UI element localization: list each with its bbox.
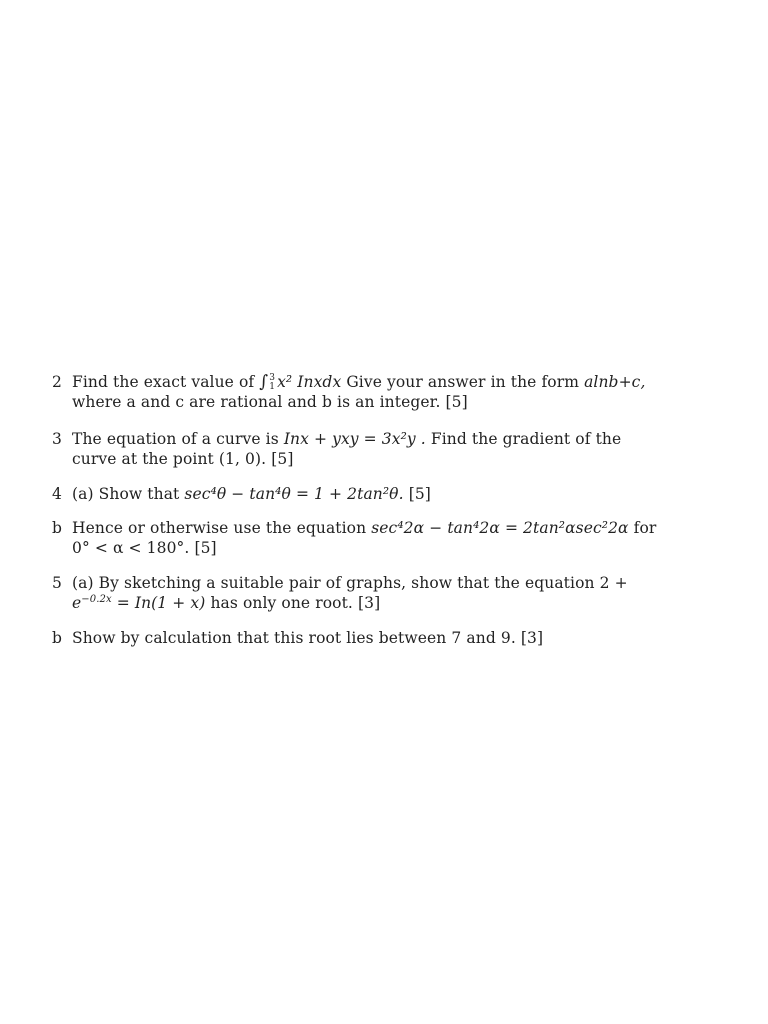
integrand: x² Inxdx [277,373,342,391]
question-text: Hence or otherwise use the equation [72,519,367,537]
question-4a-line-1 [52,484,692,504]
exp-power: −0.2x [81,593,112,605]
integral-limits [269,374,275,392]
question-4b-line-2: 0° < α < 180°. [5] [72,539,217,557]
question-5a-line-1 [52,573,692,593]
identity-equation: sec⁴θ − tan⁴θ = 1 + 2tan²θ. [184,485,404,503]
question-number: 5 [52,574,62,592]
question-text: Show by calculation that this root lies between 7 and 9. [3] [72,629,544,647]
question-part: (a) [72,485,94,503]
question-3-line-2: curve at the point (1, 0). [5] [72,450,294,468]
exp-base: e [72,594,82,612]
question-label: b [52,629,63,647]
question-3-line-1 [52,429,692,449]
question-4a [52,484,692,504]
question-3 [52,429,692,469]
question-text: The equation of a curve is [72,430,279,448]
question-2-line-1 [52,372,692,392]
answer-form: alnb+c, [584,373,646,391]
lower-limit: 1 [269,382,276,392]
question-2-line-2: where a and c are rational and b is an integer. [5] [72,393,468,411]
question-2 [52,372,692,412]
question-number: 2 [52,373,62,391]
question-4b-line-1 [52,518,692,538]
upper-limit: 3 [269,373,276,383]
question-text: Find the gradient of the [430,430,622,448]
question-number: 4 [52,485,62,503]
question-5a [52,573,692,613]
integral-sign: ∫ [259,372,269,392]
curve-equation: Inx + yxy = 3x²y . [283,430,426,448]
question-text: Find the exact value of [72,373,255,391]
question-text: has only one root. [3] [210,594,381,612]
question-5b [52,628,692,648]
log-equation: = In(1 + x) [116,594,206,612]
question-text: Give your answer in the form [346,373,580,391]
question-number: 3 [52,430,62,448]
question-text: for [633,519,657,537]
question-text: (a) By sketching a suitable pair of graphs, show that the equation 2 + [72,574,628,592]
question-4b [52,518,692,558]
marks: [5] [408,485,431,503]
question-label: b [52,519,63,537]
trig-equation: sec⁴2α − tan⁴2α = 2tan²αsec²2α [371,519,629,537]
question-5b-line-1 [52,628,692,648]
question-5a-line-2 [52,593,692,613]
question-text: Show that [98,485,180,503]
